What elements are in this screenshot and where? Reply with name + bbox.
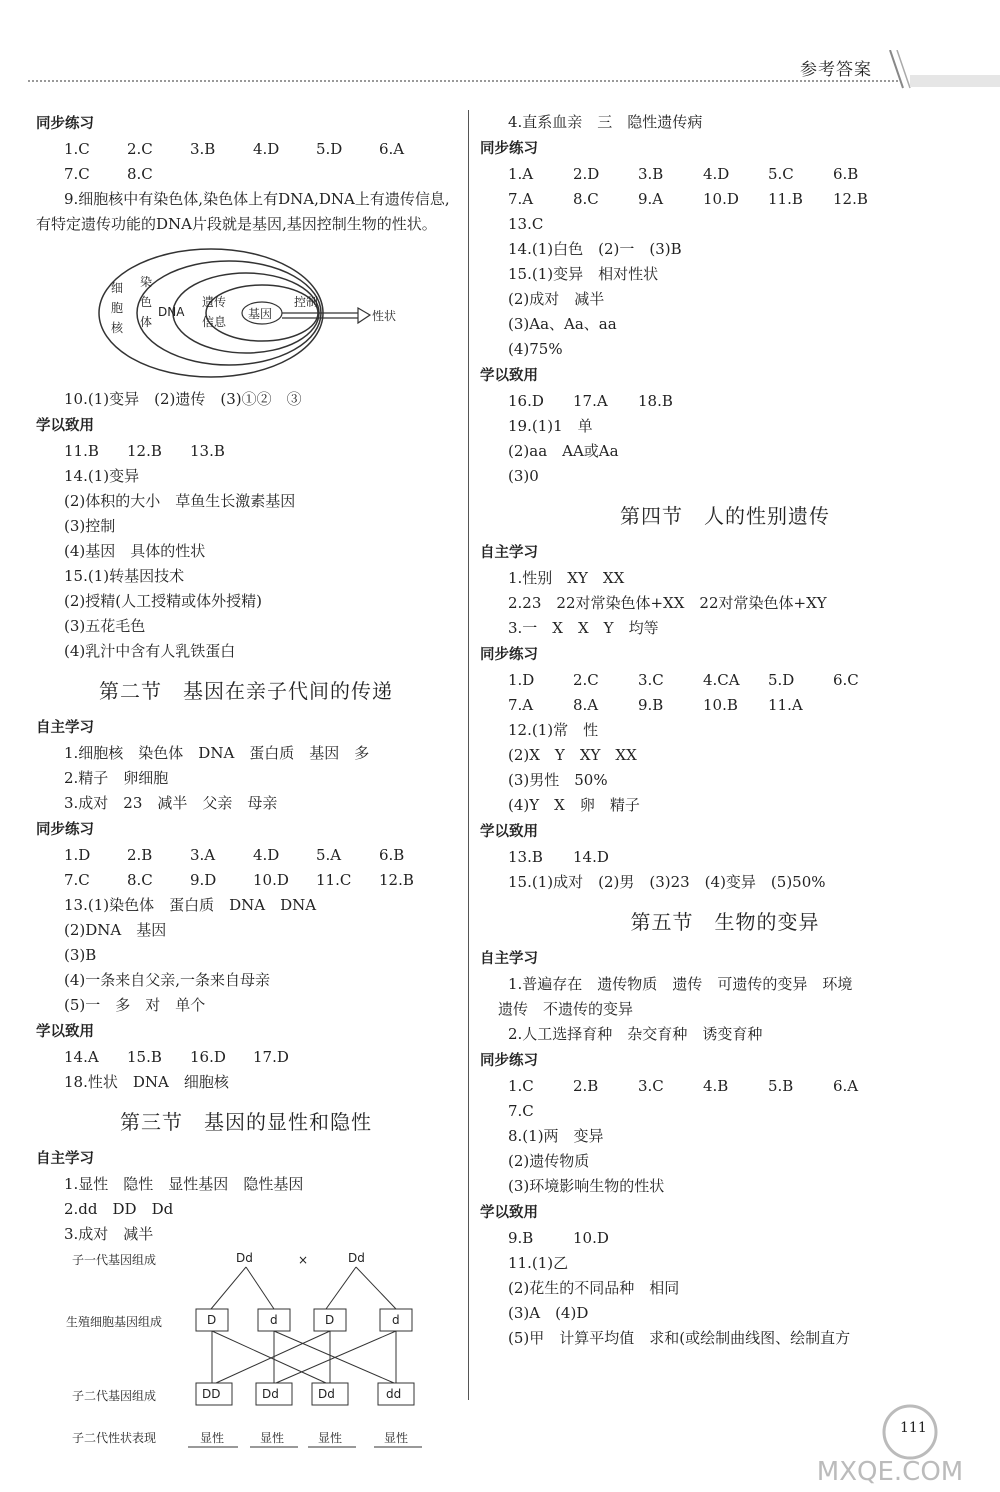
answer-line: 12.(1)常 性 [508, 721, 599, 739]
answer: 6.B [833, 165, 859, 183]
answer: 9.D [190, 871, 217, 889]
gamete: D [207, 1313, 217, 1327]
answer: 7.C [64, 165, 90, 183]
answer: 1.D [508, 671, 535, 689]
answer: 9.B [638, 696, 664, 714]
chapter-heading: 第二节 基因在亲子代间的传递 [99, 679, 393, 703]
answer-line: (2)遗传物质 [508, 1152, 590, 1170]
answer-line: 1.普遍存在 遗传物质 遗传 可遗传的变异 环境 [508, 975, 853, 993]
offspring-genotype: dd [386, 1387, 402, 1401]
cross-lines [36, 1249, 456, 1459]
answer-line: (3)男性 50% [508, 771, 608, 789]
chapter-heading: 第三节 基因的显性和隐性 [120, 1110, 372, 1134]
section-heading: 同步练习 [480, 141, 538, 157]
section-heading: 学以致用 [36, 418, 94, 434]
column-divider [468, 110, 469, 1400]
svg-text:MXQE.COM: MXQE.COM [816, 1457, 964, 1487]
answer: 3.A [190, 846, 216, 864]
label-cell: 细 [111, 281, 124, 295]
answer-line: 15.(1)转基因技术 [64, 567, 185, 585]
answer: 7.A [508, 696, 534, 714]
section-heading: 学以致用 [480, 368, 538, 384]
label-chromosome: 色 [140, 295, 153, 309]
answer: 4.D [253, 846, 280, 864]
answer: 15.B [127, 1048, 162, 1066]
answer: 2.D [573, 165, 600, 183]
label-cell: 胞 [111, 301, 124, 315]
section-heading: 学以致用 [480, 824, 538, 840]
answer: 13.B [190, 442, 225, 460]
header-title: 参考答案 [800, 60, 872, 80]
answer: 16.D [508, 392, 544, 410]
answer-line: (4)Y X 卵 精子 [508, 796, 640, 814]
answer-line: (4)一条来自父亲,一条来自母亲 [64, 971, 271, 989]
answer-line: 15.(1)变异 相对性状 [508, 265, 659, 283]
phenotype: 显性 [260, 1431, 285, 1445]
answer: 5.B [768, 1077, 794, 1095]
answer: 17.A [573, 392, 608, 410]
answer-line: 13.(1)染色体 蛋白质 DNA DNA [64, 896, 317, 914]
answer: 11.C [316, 871, 352, 889]
answer-line: (5)甲 计算平均值 求和(或绘制曲线图、绘制直方 [508, 1329, 851, 1347]
answer-line: 2.精子 卵细胞 [64, 769, 169, 787]
label-trait: 性状 [372, 309, 397, 323]
gene-nesting-diagram [36, 243, 456, 383]
answer-row [36, 843, 456, 868]
answer: 3.C [638, 671, 664, 689]
answer-line: (5)一 多 对 单个 [64, 996, 206, 1014]
answer-line: (4)乳汁中含有人乳铁蛋白 [64, 642, 236, 660]
header-rule [28, 80, 898, 82]
answer: 6.A [379, 140, 405, 158]
watermark-logo [790, 1400, 990, 1490]
answer: 3.C [638, 1077, 664, 1095]
header-ornament [885, 50, 1000, 90]
answer-row [480, 845, 970, 870]
offspring-genotype: Dd [318, 1387, 335, 1401]
answer: 12.B [833, 190, 868, 208]
section-heading: 同步练习 [36, 822, 94, 838]
answer: 5.A [316, 846, 342, 864]
answer: 6.C [833, 671, 859, 689]
answer-line: 2.23 22对常染色体+XX 22对常染色体+XY [508, 594, 827, 612]
answer: 1.D [64, 846, 91, 864]
answer: 16.D [190, 1048, 226, 1066]
answer: 7.A [508, 190, 534, 208]
left-column [36, 110, 456, 1459]
answer: 1.A [508, 165, 534, 183]
answer: 4.B [703, 1077, 729, 1095]
answer-line: 19.(1)1 单 [508, 417, 593, 435]
answer-row [480, 187, 970, 212]
answer-line: 1.细胞核 染色体 DNA 蛋白质 基因 多 [64, 744, 370, 762]
gamete: D [325, 1313, 335, 1327]
answer-line: 1.性别 XY XX [508, 569, 625, 587]
section-heading: 同步练习 [480, 647, 538, 663]
answer: 8.C [127, 871, 153, 889]
answer-line: 14.(1)白色 (2)一 (3)B [508, 240, 682, 258]
label-chromosome: 体 [140, 315, 153, 329]
answer-row [36, 162, 456, 187]
answer-row [480, 693, 970, 718]
answer: 6.B [379, 846, 405, 864]
answer: 8.A [573, 696, 599, 714]
section-heading: 学以致用 [36, 1024, 94, 1040]
answer: 10.D [703, 190, 739, 208]
phenotype: 显性 [384, 1431, 409, 1445]
answer-line: (2)花生的不同品种 相同 [508, 1279, 680, 1297]
label-chromosome: 染 [140, 275, 153, 289]
right-column [480, 110, 970, 1351]
section-heading: 自主学习 [36, 720, 94, 736]
answer: 4.D [703, 165, 730, 183]
answer-row [36, 439, 456, 464]
answer-line: (2)授精(人工授精或体外授精) [64, 592, 262, 610]
answer-line: 13.C [508, 215, 544, 233]
answer: 10.D [573, 1229, 609, 1247]
answer-line: 18.性状 DNA 细胞核 [64, 1073, 229, 1091]
chapter-heading: 第四节 人的性别遗传 [620, 504, 830, 528]
section-heading: 同步练习 [480, 1053, 538, 1069]
answer: 1.C [64, 140, 90, 158]
phenotype: 显性 [318, 1431, 343, 1445]
section-heading: 同步练习 [36, 116, 94, 132]
answer-line: (3)B [64, 946, 97, 964]
answer-row [36, 868, 456, 893]
chapter-heading: 第五节 生物的变异 [630, 910, 820, 934]
label-control: 控制 [294, 295, 319, 309]
answer: 5.D [768, 671, 795, 689]
answer: 8.C [127, 165, 153, 183]
label-genetic-info: 遗传 [202, 295, 227, 309]
answer-row [480, 1074, 970, 1099]
answer-line: 4.直系血亲 三 隐性遗传病 [508, 113, 703, 131]
answer: 5.D [316, 140, 343, 158]
gamete: d [392, 1313, 400, 1327]
gamete: d [270, 1313, 278, 1327]
answer: 17.D [253, 1048, 289, 1066]
answer-line: 14.(1)变异 [64, 467, 140, 485]
answer-line: 1.显性 隐性 显性基因 隐性基因 [64, 1175, 304, 1193]
label-dna: DNA [158, 305, 185, 319]
answer: 9.B [508, 1229, 534, 1247]
answer-row [480, 162, 970, 187]
section-heading: 自主学习 [480, 951, 538, 967]
answer: 7.C [64, 871, 90, 889]
answer-line: (3)控制 [64, 517, 116, 535]
answer-line: 15.(1)成对 (2)男 (3)23 (4)变异 (5)50% [508, 873, 826, 891]
answer-line: 2.dd DD Dd [64, 1200, 174, 1218]
answer: 4.CA [703, 671, 740, 689]
answer-row [480, 1226, 970, 1251]
section-heading: 自主学习 [480, 545, 538, 561]
answer-paragraph: 9.细胞核中有染色体,染色体上有DNA,DNA上有遗传信息,有特定遗传功能的DNA片段就是基因,基因控制生物的性状。 [36, 190, 450, 233]
answer: 5.C [768, 165, 794, 183]
row-label-phenotype: 子二代性状表现 [72, 1431, 157, 1445]
answer: 14.D [573, 848, 609, 866]
answer-line: 2.人工选择育种 杂交育种 诱变育种 [508, 1025, 763, 1043]
answer: 6.A [833, 1077, 859, 1095]
answer: 3.B [638, 165, 664, 183]
label-genetic-info: 信息 [202, 315, 227, 329]
phenotype: 显性 [200, 1431, 225, 1445]
answer: 13.B [508, 848, 543, 866]
offspring-genotype: Dd [262, 1387, 279, 1401]
page-header [0, 0, 1000, 110]
answer-line: 3.成对 23 减半 父亲 母亲 [64, 794, 278, 812]
answer-line: 11.(1)乙 [508, 1254, 569, 1272]
offspring-genotype: DD [202, 1387, 221, 1401]
section-heading: 学以致用 [480, 1205, 538, 1221]
answer: 11.B [64, 442, 99, 460]
answer-line: (3)0 [508, 467, 539, 485]
answer-line: (3)Aa、Aa、aa [508, 315, 617, 333]
row-label-f1: 子一代基因组成 [72, 1253, 157, 1267]
answer-line: (3)A (4)D [508, 1304, 589, 1322]
answer-row [480, 1099, 970, 1124]
answer-line: (3)五花毛色 [64, 617, 146, 635]
answer-row [36, 1045, 456, 1070]
section-heading: 自主学习 [36, 1151, 94, 1167]
answer: 18.B [638, 392, 673, 410]
answer-line: (4)75% [508, 340, 563, 358]
answer-row [36, 137, 456, 162]
answer-line: (2)X Y XY XX [508, 746, 637, 764]
answer-line: 3.成对 减半 [64, 1225, 154, 1243]
inheritance-cross-diagram [36, 1249, 456, 1459]
answer-row [480, 668, 970, 693]
answer-line: (2)体积的大小 草鱼生长激素基因 [64, 492, 296, 510]
answer: 3.B [190, 140, 216, 158]
answer-line: 3.一 X X Y 均等 [508, 619, 659, 637]
answer-line: 8.(1)两 变异 [508, 1127, 604, 1145]
answer: 10.D [253, 871, 289, 889]
answer: 7.C [508, 1102, 534, 1120]
answer: 2.B [127, 846, 153, 864]
answer: 4.D [253, 140, 280, 158]
answer-line: (4)基因 具体的性状 [64, 542, 206, 560]
answer: 1.C [508, 1077, 534, 1095]
answer-line: (3)环境影响生物的性状 [508, 1177, 665, 1195]
answer: 9.A [638, 190, 664, 208]
answer: 2.C [573, 671, 599, 689]
row-label-gametes: 生殖细胞基因组成 [66, 1315, 163, 1329]
row-label-f2: 子二代基因组成 [72, 1389, 157, 1403]
answer: 2.B [573, 1077, 599, 1095]
answer: 12.B [379, 871, 414, 889]
answer: 12.B [127, 442, 162, 460]
label-cell: 核 [111, 321, 124, 335]
answer: 11.A [768, 696, 803, 714]
answer-row [480, 389, 970, 414]
answer-line: 10.(1)变异 (2)遗传 (3)①② ③ [64, 390, 302, 408]
answer-line: (2)aa AA或Aa [508, 442, 619, 460]
parent-genotype: Dd [236, 1251, 253, 1265]
parent-genotype: Dd [348, 1251, 365, 1265]
answer: 11.B [768, 190, 803, 208]
answer-line: (2)DNA 基因 [64, 921, 167, 939]
answer-line: 遗传 不遗传的变异 [498, 1000, 634, 1018]
answer: 10.B [703, 696, 738, 714]
cross-sign: × [298, 1253, 309, 1267]
answer: 14.A [64, 1048, 99, 1066]
answer: 8.C [573, 190, 599, 208]
page-number: 111 [900, 1420, 927, 1436]
answer-line: (2)成对 减半 [508, 290, 605, 308]
answer: 2.C [127, 140, 153, 158]
label-gene: 基因 [248, 307, 273, 321]
